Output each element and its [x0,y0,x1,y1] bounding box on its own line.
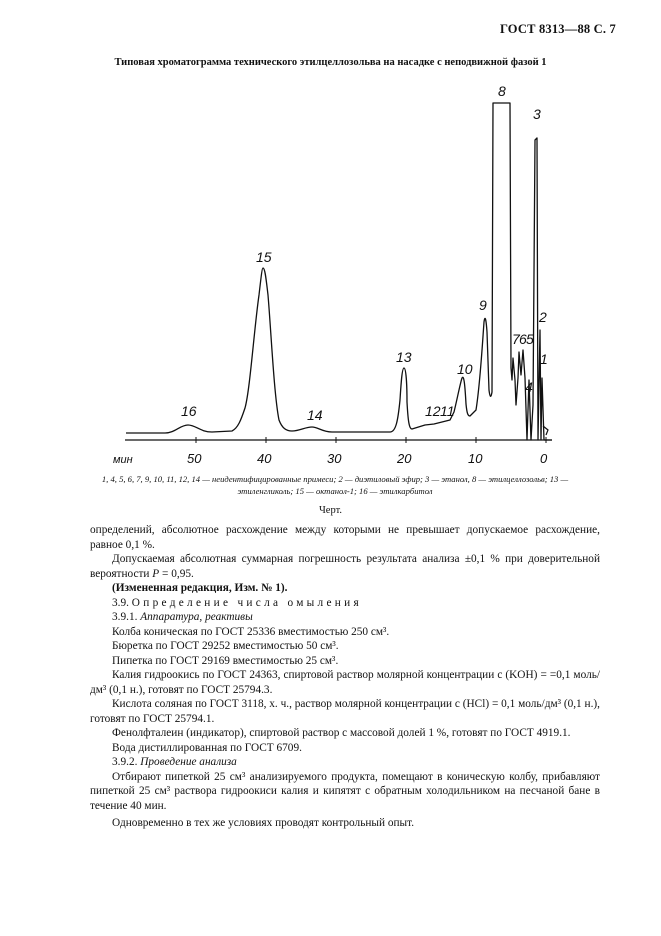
probability-symbol: P [152,567,160,580]
peak-label-12: 12 [425,403,441,419]
list-item: Бюретка по ГОСТ 29252 вместимостью 50 см³. [112,640,339,652]
paragraph [90,552,600,581]
peak-label-10: 10 [457,361,473,377]
x-tick-label: 30 [327,451,342,466]
figure-legend: 1, 4, 5, 6, 7, 9, 10, 11, 12, 14 — неидентифицированные примеси; 2 — диэтиловый эфир; 3 — этанол, 8 — этилцеллозольв; 13 — этиленгликоль; 15 — октанол-1; 16 — этилкарбитол [101,474,569,496]
subsection-number: 3.9.1. [112,611,138,623]
figure-title: Типовая хроматограмма технического этилцеллозольва на насадке с неподвижной фазой 1 [114,57,547,68]
peak-label-2: 2 [539,309,547,325]
amendment-note: (Измененная редакция, Изм. № 1). [112,582,288,594]
section-heading [90,596,600,611]
document-body [90,523,600,831]
x-axis-unit: мин [113,454,133,466]
list-item: Кислота соляная по ГОСТ 3118, х. ч., раствор молярной концентрации c (HCl) = 0,1 моль/дм³ (0,1 н.), готовят по ГОСТ 25794.1. [90,698,600,725]
peak-label-14: 14 [307,407,323,423]
peak-label-5: 5 [526,331,534,347]
paragraph: Одновременно в тех же условиях проводят контрольный опыт. [112,817,415,829]
peak-label-1: 1 [540,351,548,367]
probability-value: = 0,95. [159,567,194,580]
list-item: Колба коническая по ГОСТ 25336 вместимостью 250 см³. [112,625,390,638]
section-title: Определение числа омыления [131,596,362,609]
x-tick-label: 40 [257,451,272,466]
subsection-heading [90,755,600,770]
subsection-title: Аппаратура, реактивы [140,611,253,623]
peak-label-6: 6 [519,331,527,347]
list-item: Калия гидроокись по ГОСТ 24363, спиртовой раствор молярной концентрации c (KOH) = =0,1 моль/дм³ (0,1 н.), готовят по ГОСТ 25794.3. [90,669,600,696]
peak-label-13: 13 [396,349,412,365]
peak-label-9: 9 [479,297,487,313]
subsection-number: 3.9.2. [112,756,138,768]
subsection-heading [90,610,600,625]
paragraph: определений, абсолютное расхождение между которыми не превышает допускаемое расхождение, равное 0,1 %. [90,524,600,551]
peak-label-16: 16 [181,403,197,419]
x-tick-label: 10 [468,451,483,466]
peak-label-3: 3 [533,106,541,122]
section-number: 3.9. [112,596,129,609]
list-item: Пипетка по ГОСТ 29169 вместимостью 25 см³. [112,654,339,667]
peak-label-11: 11 [440,403,455,419]
figure-caption: Черт. [318,505,343,516]
chromatogram-trace [126,103,552,440]
x-tick-label: 50 [187,451,202,466]
peak-label-15: 15 [256,249,272,265]
list-item: Вода дистиллированная по ГОСТ 6709. [112,741,302,754]
x-tick-label: 20 [397,451,412,466]
subsection-title: Проведение анализа [140,756,237,768]
peak-label-8: 8 [498,83,506,99]
page-header: ГОСТ 8313—88 С. 7 [499,22,616,36]
peak-label-4: 4 [525,379,533,395]
peak-label-7: 7 [512,331,520,347]
list-item: Фенолфталеин (индикатор), спиртовой раствор с массовой долей 1 %, готовят по ГОСТ 4919.1. [112,727,571,739]
paragraph-text: Допускаемая абсолютная суммарная погрешность результата анализа ±0,1 % при доверительной вероятности [90,553,600,580]
x-tick-label: 0 [540,451,548,466]
paragraph: Отбирают пипеткой 25 см³ анализируемого продукта, помещают в коническую колбу, прибавляют пипеткой 25 см³ раствора гидроокиси калия и кипятят с обратным холодильником на песчаной бане в течение 40 мин. [90,770,600,812]
